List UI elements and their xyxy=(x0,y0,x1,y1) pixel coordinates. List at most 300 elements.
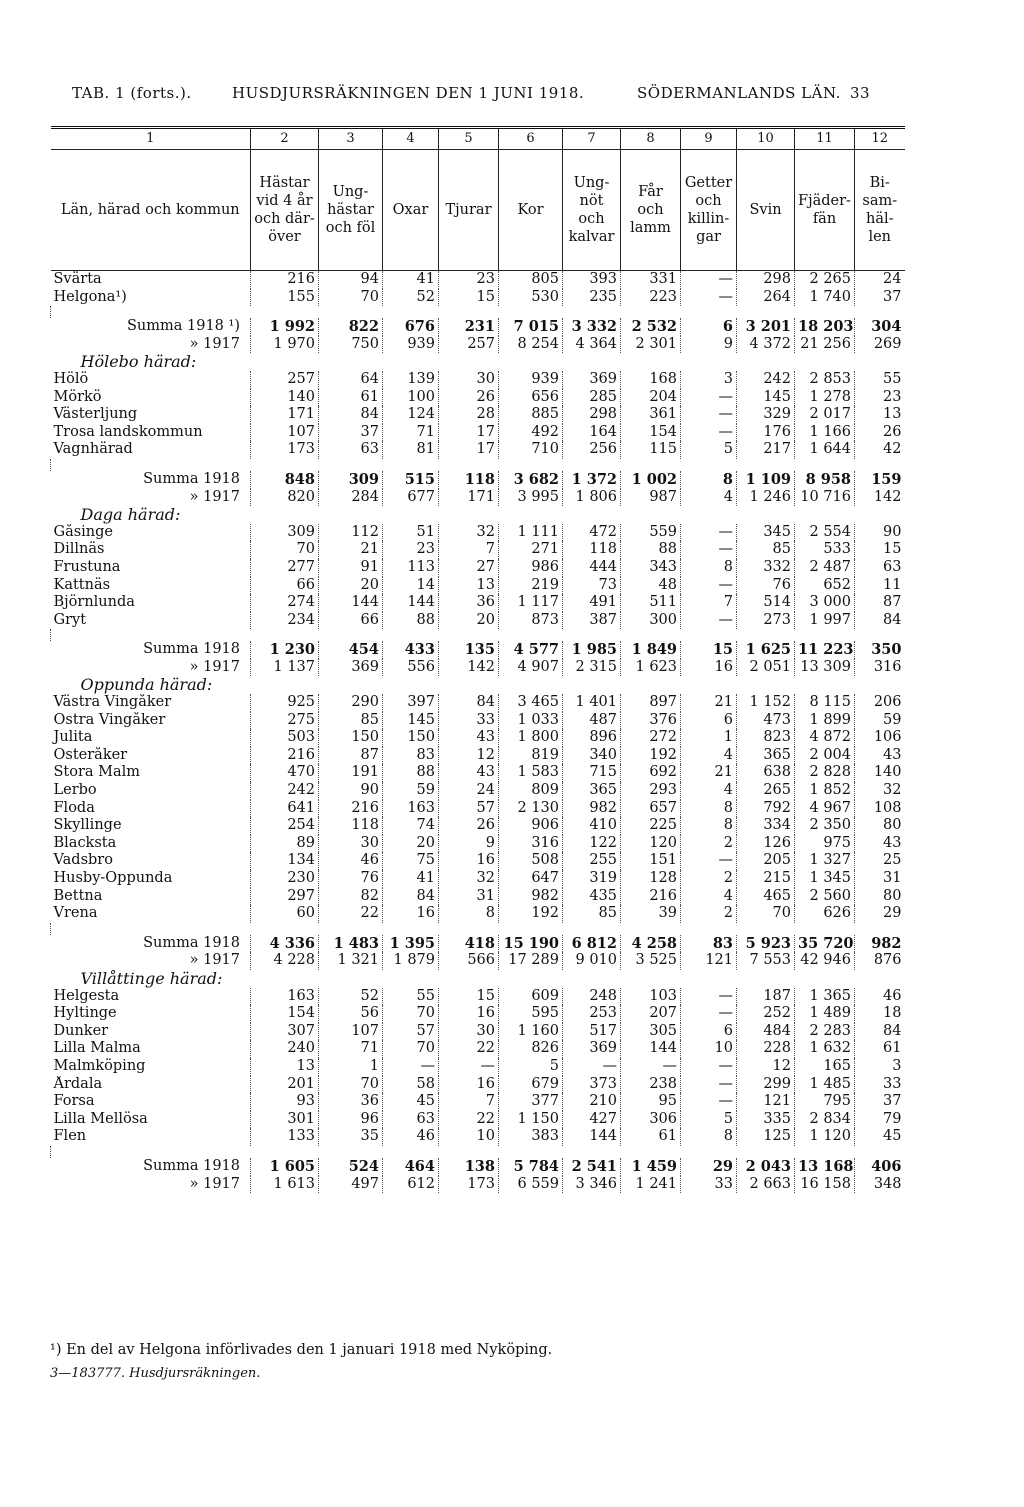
table-cell: 64 xyxy=(319,371,383,389)
table-cell: 514 xyxy=(737,594,795,612)
table-cell: 18 203 xyxy=(795,318,855,336)
summary-row xyxy=(51,318,905,336)
table-cell: — xyxy=(681,1093,737,1111)
column-number: 1 xyxy=(51,128,251,150)
column-number: 3 xyxy=(319,128,383,150)
page-number: 33 xyxy=(850,84,871,102)
table-cell: 21 xyxy=(681,764,737,782)
table-cell: 223 xyxy=(621,289,681,307)
table-cell: 235 xyxy=(563,289,621,307)
table-cell: 274 xyxy=(251,594,319,612)
table-cell: 252 xyxy=(737,1005,795,1023)
row-label: Dillnäs xyxy=(53,541,105,558)
table-cell: 66 xyxy=(251,577,319,595)
table-cell: 163 xyxy=(251,988,319,1006)
table-cell: 82 xyxy=(319,888,383,906)
table-cell: 61 xyxy=(319,389,383,407)
table-cell: 340 xyxy=(563,747,621,765)
table-cell: 118 xyxy=(563,541,621,559)
table-cell: 140 xyxy=(855,764,905,782)
table-row xyxy=(51,371,905,389)
table-cell: 83 xyxy=(383,747,439,765)
row-label: Årdala xyxy=(53,1075,103,1092)
table-cell: 139 xyxy=(383,371,439,389)
table-cell: 465 xyxy=(737,888,795,906)
table-cell: 3 995 xyxy=(499,489,563,507)
table-cell: 100 xyxy=(383,389,439,407)
table-cell: 7 553 xyxy=(737,952,795,970)
table-cell: 142 xyxy=(855,489,905,507)
table-cell: 792 xyxy=(737,800,795,818)
table-cell: 240 xyxy=(251,1040,319,1058)
table-cell: 32 xyxy=(855,782,905,800)
table-cell: 32 xyxy=(439,524,499,542)
table-row xyxy=(51,577,905,595)
column-number: 7 xyxy=(563,128,621,150)
table-cell: 2 853 xyxy=(795,371,855,389)
row-label: Helgesta xyxy=(53,987,120,1004)
table-cell: 679 xyxy=(499,1076,563,1094)
table-cell: 154 xyxy=(621,424,681,442)
table-cell: 1 166 xyxy=(795,424,855,442)
table-cell: 1 033 xyxy=(499,712,563,730)
table-cell: 343 xyxy=(621,559,681,577)
table-cell: 33 xyxy=(855,1076,905,1094)
table-cell: 638 xyxy=(737,764,795,782)
table-cell: — xyxy=(681,988,737,1006)
table-cell: 6 xyxy=(681,1023,737,1041)
table-cell: 71 xyxy=(319,1040,383,1058)
table-cell: 1 xyxy=(681,729,737,747)
table-row xyxy=(51,729,905,747)
table-row xyxy=(51,817,905,835)
table-row xyxy=(51,747,905,765)
table-cell: 37 xyxy=(855,1093,905,1111)
table-cell: 42 946 xyxy=(795,952,855,970)
table-cell: 393 xyxy=(563,271,621,289)
table-cell: 4 258 xyxy=(621,935,681,953)
table-cell: 939 xyxy=(499,371,563,389)
table-cell: 31 xyxy=(855,870,905,888)
table-cell: 79 xyxy=(855,1111,905,1129)
table-cell: 2 350 xyxy=(795,817,855,835)
table-cell: 242 xyxy=(251,782,319,800)
table-cell: 1 483 xyxy=(319,935,383,953)
table-cell: 272 xyxy=(621,729,681,747)
table-cell: 906 xyxy=(499,817,563,835)
table-row xyxy=(51,1023,905,1041)
table-cell: 1 970 xyxy=(251,336,319,354)
table-cell: 524 xyxy=(319,1158,383,1176)
table-cell: 297 xyxy=(251,888,319,906)
table-cell: 210 xyxy=(563,1093,621,1111)
row-label: Skyllinge xyxy=(53,817,122,834)
table-cell: 256 xyxy=(563,441,621,459)
table-cell: 159 xyxy=(855,471,905,489)
table-row xyxy=(51,541,905,559)
table-cell: 309 xyxy=(251,524,319,542)
row-label: Västerljung xyxy=(53,406,138,423)
table-cell: 3 682 xyxy=(499,471,563,489)
column-number: 4 xyxy=(383,128,439,150)
row-label: Floda xyxy=(53,799,95,816)
column-header: Bi-sam-häl-len xyxy=(855,150,905,271)
table-cell: 43 xyxy=(855,835,905,853)
print-footer: 3—183777. Husdjursräkningen. xyxy=(50,1366,261,1381)
table-cell: 23 xyxy=(439,271,499,289)
table-cell: 32 xyxy=(439,870,499,888)
table-row xyxy=(51,524,905,542)
table-cell: 31 xyxy=(439,888,499,906)
table-cell: 163 xyxy=(383,800,439,818)
table-cell: 2 283 xyxy=(795,1023,855,1041)
summary-label: Summa 1918 xyxy=(143,641,240,658)
table-cell: 2 051 xyxy=(737,659,795,677)
table-cell: 4 xyxy=(681,888,737,906)
table-cell: 819 xyxy=(499,747,563,765)
table-cell: 939 xyxy=(383,336,439,354)
table-cell: 1 160 xyxy=(499,1023,563,1041)
table-cell: 145 xyxy=(737,389,795,407)
table-row xyxy=(51,988,905,1006)
table-cell: 206 xyxy=(855,694,905,712)
table-cell: 508 xyxy=(499,852,563,870)
table-cell: 15 190 xyxy=(499,935,563,953)
table-cell: 257 xyxy=(439,336,499,354)
table-cell: 23 xyxy=(383,541,439,559)
table-cell: — xyxy=(681,271,737,289)
summary-label: » 1917 xyxy=(189,658,240,675)
table-cell: 300 xyxy=(621,612,681,630)
table-cell: 3 332 xyxy=(563,318,621,336)
table-cell: 242 xyxy=(737,371,795,389)
district-heading-row xyxy=(51,970,905,988)
table-cell: 7 xyxy=(681,594,737,612)
table-cell: 126 xyxy=(737,835,795,853)
table-cell: 216 xyxy=(251,747,319,765)
table-cell: 17 xyxy=(439,441,499,459)
table-cell: — xyxy=(681,852,737,870)
table-cell: 88 xyxy=(383,764,439,782)
table-cell: 74 xyxy=(383,817,439,835)
table-cell: 255 xyxy=(563,852,621,870)
table-cell: 334 xyxy=(737,817,795,835)
table-cell: 3 xyxy=(681,371,737,389)
table-cell: 433 xyxy=(383,641,439,659)
table-cell: 2 487 xyxy=(795,559,855,577)
table-cell: 1 401 xyxy=(563,694,621,712)
table-cell: 1 150 xyxy=(499,1111,563,1129)
table-cell: 8 xyxy=(439,905,499,923)
column-header: Oxar xyxy=(383,150,439,271)
table-cell: 10 716 xyxy=(795,489,855,507)
table-cell: 2 xyxy=(681,905,737,923)
summary-label: Summa 1918 xyxy=(143,1157,240,1174)
summary-row xyxy=(51,489,905,507)
table-cell: 975 xyxy=(795,835,855,853)
table-cell: 21 xyxy=(681,694,737,712)
table-cell: — xyxy=(681,541,737,559)
table-cell: 3 525 xyxy=(621,952,681,970)
table-cell: 1 985 xyxy=(563,641,621,659)
table-cell: 982 xyxy=(499,888,563,906)
table-cell: 301 xyxy=(251,1111,319,1129)
table-cell: 144 xyxy=(621,1040,681,1058)
spacer-row xyxy=(51,306,905,318)
table-cell: 128 xyxy=(621,870,681,888)
table-cell: 656 xyxy=(499,389,563,407)
table-cell: 484 xyxy=(737,1023,795,1041)
table-cell: 595 xyxy=(499,1005,563,1023)
summary-label: Summa 1918 xyxy=(143,934,240,951)
table-row xyxy=(51,888,905,906)
table-row xyxy=(51,289,905,307)
table-cell: 84 xyxy=(855,612,905,630)
table-cell: 2 532 xyxy=(621,318,681,336)
table-cell: 25 xyxy=(855,852,905,870)
table-cell: 121 xyxy=(737,1093,795,1111)
table-cell: 59 xyxy=(855,712,905,730)
table-cell: 472 xyxy=(563,524,621,542)
table-cell: 1 117 xyxy=(499,594,563,612)
spacer xyxy=(51,923,905,935)
table-cell: 63 xyxy=(319,441,383,459)
table-cell: 609 xyxy=(499,988,563,1006)
row-label: Stora Malm xyxy=(53,764,141,781)
table-cell: 487 xyxy=(563,712,621,730)
row-label: Hölö xyxy=(53,370,89,387)
table-cell: 298 xyxy=(737,271,795,289)
table-cell: 80 xyxy=(855,888,905,906)
table-cell: 5 xyxy=(681,1111,737,1129)
table-cell: 350 xyxy=(855,641,905,659)
table-cell: 6 559 xyxy=(499,1176,563,1194)
table-cell: 30 xyxy=(439,371,499,389)
table-cell: 16 xyxy=(383,905,439,923)
summary-label: » 1917 xyxy=(189,952,240,969)
table-cell: 43 xyxy=(855,747,905,765)
table-cell: 63 xyxy=(383,1111,439,1129)
column-number: 6 xyxy=(499,128,563,150)
row-label: Flen xyxy=(53,1128,87,1145)
table-cell: 41 xyxy=(383,271,439,289)
table-cell: 298 xyxy=(563,406,621,424)
table-cell: 329 xyxy=(737,406,795,424)
table-cell: 112 xyxy=(319,524,383,542)
table-cell: 556 xyxy=(383,659,439,677)
table-cell: 115 xyxy=(621,441,681,459)
table-cell: 444 xyxy=(563,559,621,577)
table-cell: 530 xyxy=(499,289,563,307)
table-cell: — xyxy=(681,406,737,424)
table-cell: 823 xyxy=(737,729,795,747)
table-cell: 90 xyxy=(855,524,905,542)
summary-row xyxy=(51,336,905,354)
table-cell: 8 115 xyxy=(795,694,855,712)
table-cell: 1 740 xyxy=(795,289,855,307)
table-cell: 17 289 xyxy=(499,952,563,970)
table-cell: 273 xyxy=(737,612,795,630)
table-cell: 4 907 xyxy=(499,659,563,677)
table-cell: 16 xyxy=(439,852,499,870)
table-cell: 1 278 xyxy=(795,389,855,407)
table-cell: 383 xyxy=(499,1128,563,1146)
table-cell: 1 899 xyxy=(795,712,855,730)
table-cell: 559 xyxy=(621,524,681,542)
table-cell: 151 xyxy=(621,852,681,870)
table-cell: 17 xyxy=(439,424,499,442)
row-label: Hyltinge xyxy=(53,1005,117,1022)
table-cell: 692 xyxy=(621,764,681,782)
table-cell: 503 xyxy=(251,729,319,747)
row-label: Svärta xyxy=(53,271,102,287)
table-cell: 641 xyxy=(251,800,319,818)
row-label: Lilla Malma xyxy=(53,1040,141,1057)
table-cell: 309 xyxy=(319,471,383,489)
table-cell: 29 xyxy=(855,905,905,923)
table-cell: 1 111 xyxy=(499,524,563,542)
table-cell: 676 xyxy=(383,318,439,336)
table-cell: 204 xyxy=(621,389,681,407)
table-cell: 1 849 xyxy=(621,641,681,659)
table-cell: 27 xyxy=(439,559,499,577)
row-label: Julita xyxy=(53,729,93,746)
row-label: Västra Vingåker xyxy=(53,694,172,711)
table-cell: 30 xyxy=(439,1023,499,1041)
table-cell: 118 xyxy=(319,817,383,835)
table-cell: 13 xyxy=(439,577,499,595)
table-cell: 24 xyxy=(439,782,499,800)
column-header: Svin xyxy=(737,150,795,271)
table-cell: 35 xyxy=(319,1128,383,1146)
table-cell: 848 xyxy=(251,471,319,489)
table-cell: 1 485 xyxy=(795,1076,855,1094)
row-label: Husby-Oppunda xyxy=(53,870,173,886)
table-cell: 15 xyxy=(439,988,499,1006)
table-cell: 108 xyxy=(855,800,905,818)
table-cell: 145 xyxy=(383,712,439,730)
table-cell: 1 644 xyxy=(795,441,855,459)
table-cell: — xyxy=(681,389,737,407)
table-cell: 491 xyxy=(563,594,621,612)
summary-row xyxy=(51,1158,905,1176)
table-cell: 216 xyxy=(319,800,383,818)
table-cell: 2 043 xyxy=(737,1158,795,1176)
table-cell: 511 xyxy=(621,594,681,612)
table-cell: 81 xyxy=(383,441,439,459)
table-cell: 8 958 xyxy=(795,471,855,489)
table-cell: 3 465 xyxy=(499,694,563,712)
table-cell: 48 xyxy=(621,577,681,595)
row-label: Vagnhärad xyxy=(53,441,133,458)
row-label: Trosa landskommun xyxy=(53,423,203,440)
table-cell: 8 xyxy=(681,559,737,577)
table-cell: 365 xyxy=(737,747,795,765)
table-cell: 113 xyxy=(383,559,439,577)
table-cell: 647 xyxy=(499,870,563,888)
table-cell: 4 364 xyxy=(563,336,621,354)
table-cell: 410 xyxy=(563,817,621,835)
table-cell: 90 xyxy=(319,782,383,800)
table-cell: 88 xyxy=(621,541,681,559)
table-cell: 4 xyxy=(681,782,737,800)
table-cell: 418 xyxy=(439,935,499,953)
table-cell: 1 109 xyxy=(737,471,795,489)
summary-label: Summa 1918 ¹) xyxy=(126,318,240,335)
summary-label: » 1917 xyxy=(189,1175,240,1192)
table-cell: 144 xyxy=(563,1128,621,1146)
table-cell: 8 xyxy=(681,471,737,489)
table-cell: 277 xyxy=(251,559,319,577)
table-cell: 4 336 xyxy=(251,935,319,953)
table-cell: 677 xyxy=(383,489,439,507)
table-cell: 4 xyxy=(681,489,737,507)
table-cell: 26 xyxy=(439,817,499,835)
table-cell: 3 000 xyxy=(795,594,855,612)
column-number-row xyxy=(51,128,905,150)
table-cell: 12 xyxy=(737,1058,795,1076)
table-row xyxy=(51,782,905,800)
table-cell: 464 xyxy=(383,1158,439,1176)
table-cell: 134 xyxy=(251,852,319,870)
table-cell: 257 xyxy=(251,371,319,389)
table-cell: 316 xyxy=(499,835,563,853)
row-label: Blacksta xyxy=(53,834,117,851)
table-cell: 42 xyxy=(855,441,905,459)
table-cell: 284 xyxy=(319,489,383,507)
table-cell: 124 xyxy=(383,406,439,424)
table-cell: 187 xyxy=(737,988,795,1006)
table-cell: 925 xyxy=(251,694,319,712)
table-cell: 93 xyxy=(251,1093,319,1111)
table-row xyxy=(51,694,905,712)
table-cell: 83 xyxy=(681,935,737,953)
row-label: Österåker xyxy=(53,746,128,763)
table-cell: 171 xyxy=(439,489,499,507)
spacer xyxy=(51,629,905,641)
table-cell: 2 315 xyxy=(563,659,621,677)
table-row xyxy=(51,800,905,818)
table-cell: 345 xyxy=(737,524,795,542)
table-cell: 435 xyxy=(563,888,621,906)
table-cell: 876 xyxy=(855,952,905,970)
table-cell: 2 828 xyxy=(795,764,855,782)
table-cell: 35 720 xyxy=(795,935,855,953)
table-cell: 46 xyxy=(383,1128,439,1146)
table-cell: 13 xyxy=(251,1058,319,1076)
table-cell: 470 xyxy=(251,764,319,782)
table-cell: 6 812 xyxy=(563,935,621,953)
table-cell: — xyxy=(681,424,737,442)
table-cell: 1 632 xyxy=(795,1040,855,1058)
table-cell: 15 xyxy=(681,641,737,659)
table-cell: 58 xyxy=(383,1076,439,1094)
table-row xyxy=(51,905,905,923)
table-cell: 16 xyxy=(439,1076,499,1094)
table-row xyxy=(51,835,905,853)
table-cell: 85 xyxy=(319,712,383,730)
table-cell: 1 997 xyxy=(795,612,855,630)
table-cell: 1 230 xyxy=(251,641,319,659)
column-header: Kor xyxy=(499,150,563,271)
summary-row xyxy=(51,1176,905,1194)
table-cell: 192 xyxy=(621,747,681,765)
table-cell: 216 xyxy=(251,271,319,289)
table-cell: 897 xyxy=(621,694,681,712)
table-cell: 22 xyxy=(319,905,383,923)
district-heading: Daga härad: xyxy=(80,506,181,524)
row-label: Lilla Mellösa xyxy=(53,1110,148,1127)
